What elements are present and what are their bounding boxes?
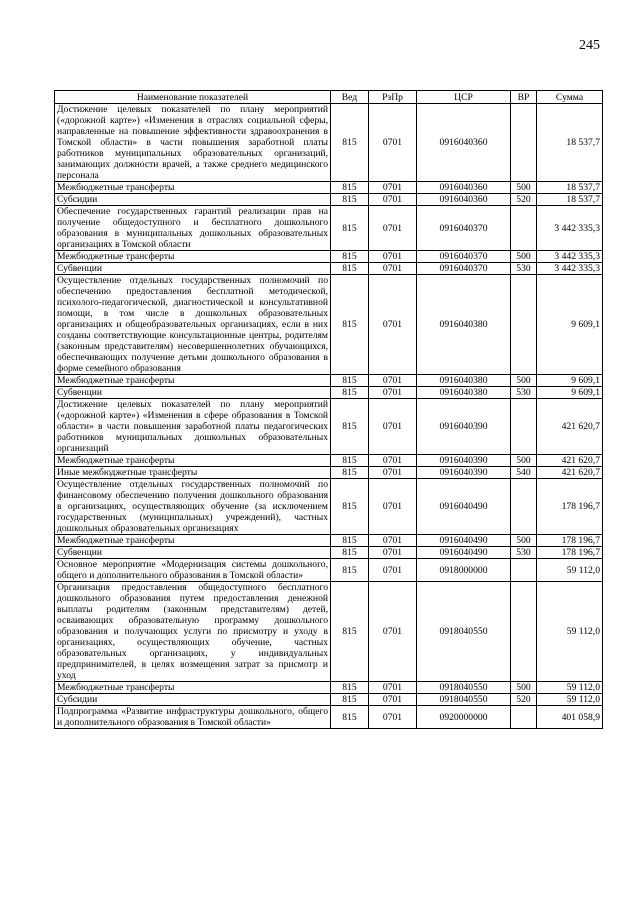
row-csr: 0916040370 — [417, 263, 511, 275]
row-ved: 815 — [331, 182, 369, 194]
row-vr: 530 — [511, 263, 537, 275]
row-name: Межбюджетные трансферты — [55, 251, 331, 263]
row-vr: 500 — [511, 375, 537, 387]
row-csr: 0918040550 — [417, 682, 511, 694]
row-rzpr: 0701 — [369, 582, 417, 682]
row-ved: 815 — [331, 375, 369, 387]
row-ved: 815 — [331, 547, 369, 559]
row-name: Межбюджетные трансферты — [55, 682, 331, 694]
row-sum: 59 112,0 — [537, 559, 603, 582]
page-number: 245 — [579, 38, 600, 53]
row-csr: 0916040390 — [417, 399, 511, 455]
row-ved: 815 — [331, 104, 369, 182]
row-vr — [511, 275, 537, 375]
row-rzpr: 0701 — [369, 682, 417, 694]
row-csr: 0918040550 — [417, 694, 511, 706]
budget-table — [54, 90, 603, 729]
row-csr: 0916040490 — [417, 547, 511, 559]
row-csr: 0916040380 — [417, 375, 511, 387]
table-row — [55, 251, 603, 263]
row-vr — [511, 559, 537, 582]
row-rzpr: 0701 — [369, 467, 417, 479]
row-ved: 815 — [331, 535, 369, 547]
row-csr: 0916040380 — [417, 275, 511, 375]
row-rzpr: 0701 — [369, 535, 417, 547]
row-sum: 3 442 335,3 — [537, 206, 603, 251]
row-vr — [511, 582, 537, 682]
row-sum: 3 442 335,3 — [537, 251, 603, 263]
row-rzpr: 0701 — [369, 399, 417, 455]
header-ved: Вед — [331, 91, 369, 104]
row-name: Осуществление отдельных государственных полномочий по финансовому обеспечению получения дошкольного образования в организациях, осуществляющих обучение (за исключением государственных (муниципальных) учреждений), частных дошкольных образовательных организациях — [55, 479, 331, 535]
table-row — [55, 455, 603, 467]
row-csr: 0916040370 — [417, 206, 511, 251]
table-row — [55, 104, 603, 182]
row-ved: 815 — [331, 206, 369, 251]
row-ved: 815 — [331, 479, 369, 535]
row-vr: 530 — [511, 547, 537, 559]
row-name: Субвенции — [55, 547, 331, 559]
row-name: Субсидии — [55, 694, 331, 706]
table-row — [55, 582, 603, 682]
row-vr: 520 — [511, 694, 537, 706]
row-rzpr: 0701 — [369, 104, 417, 182]
row-sum: 59 112,0 — [537, 682, 603, 694]
row-csr: 0916040370 — [417, 251, 511, 263]
row-name: Межбюджетные трансферты — [55, 455, 331, 467]
row-sum: 18 537,7 — [537, 104, 603, 182]
row-csr: 0916040360 — [417, 104, 511, 182]
row-vr — [511, 104, 537, 182]
table-body — [55, 104, 603, 729]
table-row — [55, 479, 603, 535]
row-rzpr: 0701 — [369, 559, 417, 582]
row-sum: 178 196,7 — [537, 535, 603, 547]
row-name: Обеспечение государственных гарантий реализации прав на получение общедоступного и бесплатного дошкольного образования в муниципальных дошкольных образовательных организациях в Томской области — [55, 206, 331, 251]
row-vr: 500 — [511, 682, 537, 694]
table-row — [55, 535, 603, 547]
row-sum: 59 112,0 — [537, 694, 603, 706]
row-vr: 500 — [511, 455, 537, 467]
row-ved: 815 — [331, 194, 369, 206]
table-row — [55, 399, 603, 455]
row-name: Межбюджетные трансферты — [55, 182, 331, 194]
row-sum: 3 442 335,3 — [537, 263, 603, 275]
row-csr: 0916040360 — [417, 194, 511, 206]
row-rzpr: 0701 — [369, 263, 417, 275]
row-ved: 815 — [331, 251, 369, 263]
header-vr: ВР — [511, 91, 537, 104]
row-sum: 59 112,0 — [537, 582, 603, 682]
header-row — [55, 91, 603, 104]
header-rzpr: РзПр — [369, 91, 417, 104]
row-name: Осуществление отдельных государственных полномочий по обеспечению предоставления бесплатной методической, психолого-педагогической, диагностической и консультативной помощи, в том числе в дошкольных образовательных организациях и общеобразовательных организациях, если в них созданы соответствующие консультационные центры, родителям (законным представителям) несовершеннолетних обучающихся, обеспечивающих получение детьми дошкольного образования в форме семейного образования — [55, 275, 331, 375]
row-vr — [511, 399, 537, 455]
table-header — [55, 91, 603, 104]
row-ved: 815 — [331, 682, 369, 694]
row-sum: 9 609,1 — [537, 375, 603, 387]
row-ved: 815 — [331, 467, 369, 479]
row-csr: 0920000000 — [417, 706, 511, 729]
row-csr: 0916040360 — [417, 182, 511, 194]
row-vr: 500 — [511, 535, 537, 547]
table-row — [55, 206, 603, 251]
table-row — [55, 263, 603, 275]
row-vr — [511, 206, 537, 251]
table-row — [55, 375, 603, 387]
header-sum: Сумма — [537, 91, 603, 104]
table-row — [55, 547, 603, 559]
row-csr: 0916040490 — [417, 535, 511, 547]
row-ved: 815 — [331, 387, 369, 399]
row-name: Межбюджетные трансферты — [55, 375, 331, 387]
table-row — [55, 694, 603, 706]
table-row — [55, 559, 603, 582]
table-row — [55, 194, 603, 206]
row-ved: 815 — [331, 706, 369, 729]
row-csr: 0916040390 — [417, 455, 511, 467]
row-rzpr: 0701 — [369, 182, 417, 194]
row-rzpr: 0701 — [369, 251, 417, 263]
row-name: Субсидии — [55, 194, 331, 206]
row-rzpr: 0701 — [369, 275, 417, 375]
row-sum: 18 537,7 — [537, 182, 603, 194]
row-sum: 178 196,7 — [537, 547, 603, 559]
row-name: Достижение целевых показателей по плану мероприятий («дорожной карте») «Изменения в отраслях социальной сферы, направленные на повышение эффективности здравоохранения в Томской области» в части повышения заработной платы работников муниципальных образовательных организаций, занимающих должности врачей, а также среднего медицинского персонала — [55, 104, 331, 182]
row-csr: 0916040380 — [417, 387, 511, 399]
row-sum: 421 620,7 — [537, 467, 603, 479]
row-ved: 815 — [331, 559, 369, 582]
row-name: Субвенции — [55, 387, 331, 399]
row-vr: 500 — [511, 182, 537, 194]
row-ved: 815 — [331, 582, 369, 682]
row-rzpr: 0701 — [369, 194, 417, 206]
row-sum: 421 620,7 — [537, 455, 603, 467]
row-rzpr: 0701 — [369, 455, 417, 467]
row-csr: 0916040390 — [417, 467, 511, 479]
table-row — [55, 275, 603, 375]
row-sum: 9 609,1 — [537, 275, 603, 375]
row-ved: 815 — [331, 399, 369, 455]
row-ved: 815 — [331, 455, 369, 467]
table-row — [55, 182, 603, 194]
table-row — [55, 706, 603, 729]
row-ved: 815 — [331, 275, 369, 375]
row-name: Организация предоставления общедоступного бесплатного дошкольного образования путем предоставления денежной выплаты родителям (законным представителям) детей, осваивающих образовательную программу дошкольного образования и получающих услуги по присмотру и уходу в организациях, осуществляющих обучение, частных образовательных организациях, у индивидуальных предпринимателей, в целях возмещения затрат за присмотр и уход — [55, 582, 331, 682]
row-name: Иные межбюджетные трансферты — [55, 467, 331, 479]
row-rzpr: 0701 — [369, 375, 417, 387]
row-vr: 500 — [511, 251, 537, 263]
row-ved: 815 — [331, 263, 369, 275]
row-vr: 520 — [511, 194, 537, 206]
row-csr: 0916040490 — [417, 479, 511, 535]
row-name: Достижение целевых показателей по плану мероприятий («дорожной карте») «Изменения в сфере образования в Томской области» в части повышения заработной платы педагогических работников муниципальных дошкольных образовательных организаций — [55, 399, 331, 455]
header-csr: ЦСР — [417, 91, 511, 104]
row-sum: 401 058,9 — [537, 706, 603, 729]
row-ved: 815 — [331, 694, 369, 706]
row-rzpr: 0701 — [369, 387, 417, 399]
table-row — [55, 682, 603, 694]
table-row — [55, 387, 603, 399]
row-vr — [511, 706, 537, 729]
row-sum: 9 609,1 — [537, 387, 603, 399]
row-vr: 540 — [511, 467, 537, 479]
row-sum: 18 537,7 — [537, 194, 603, 206]
row-name: Субвенции — [55, 263, 331, 275]
row-name: Подпрограмма «Развитие инфраструктуры дошкольного, общего и дополнительного образования в Томской области» — [55, 706, 331, 729]
row-rzpr: 0701 — [369, 706, 417, 729]
row-name: Основное мероприятие «Модернизация системы дошкольного, общего и дополнительного образования в Томской области» — [55, 559, 331, 582]
row-rzpr: 0701 — [369, 694, 417, 706]
row-sum: 421 620,7 — [537, 399, 603, 455]
row-name: Межбюджетные трансферты — [55, 535, 331, 547]
row-sum: 178 196,7 — [537, 479, 603, 535]
row-rzpr: 0701 — [369, 206, 417, 251]
header-name: Наименование показателей — [55, 91, 331, 104]
row-csr: 0918040550 — [417, 582, 511, 682]
row-vr: 530 — [511, 387, 537, 399]
table-row — [55, 467, 603, 479]
row-vr — [511, 479, 537, 535]
row-csr: 0918000000 — [417, 559, 511, 582]
row-rzpr: 0701 — [369, 547, 417, 559]
row-rzpr: 0701 — [369, 479, 417, 535]
